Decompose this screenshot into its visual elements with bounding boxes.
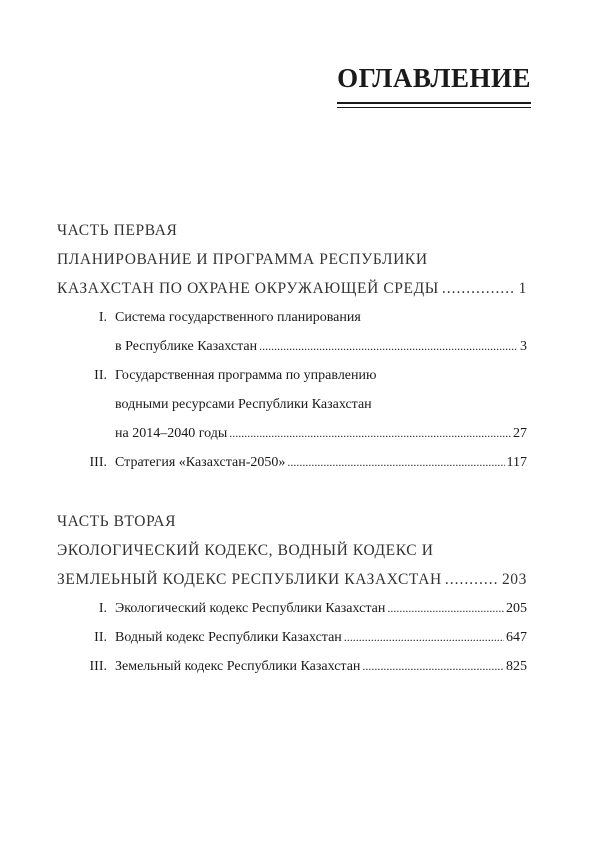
part-heading-line[interactable] [57,565,527,594]
entry-text: Система государственного планирования [115,310,361,325]
entry-number: III. [89,455,107,470]
page-title: ОГЛАВЛЕНИЕ [337,63,531,93]
dot-leader [445,565,499,594]
dot-leader [259,332,518,361]
title-underline [337,102,531,104]
part-heading-text: ЗЕМЛЕЬНЫЙ КОДЕКС РЕСПУБЛИКИ КАЗАХСТАН [57,571,442,588]
dot-leader [229,419,511,448]
entry-text: Водный кодекс Республики Казахстан [115,630,342,645]
entry-page-number: 205 [506,601,527,616]
entry-text: Земельный кодекс Республики Казахстан [115,659,361,674]
part-page-number: 1 [518,280,527,297]
toc-entry[interactable] [57,303,527,361]
entry-text: Стратегия «Казахстан-2050» [115,455,286,470]
entry-number: I. [98,601,107,616]
toc-entry[interactable] [57,623,527,652]
entry-page-number: 3 [520,339,527,354]
dot-leader [442,274,516,303]
toc-part-1 [57,216,527,477]
toc-part-2 [57,507,527,681]
part-heading-line: ПЛАНИРОВАНИЕ И ПРОГРАММА РЕСПУБЛИКИ [57,251,428,268]
dot-leader [387,594,504,623]
entry-number: II. [94,630,107,645]
part-heading-line: ЭКОЛОГИЧЕСКИЙ КОДЕКС, ВОДНЫЙ КОДЕКС И [57,542,434,559]
part-heading-text: КАЗАХСТАН ПО ОХРАНЕ ОКРУЖАЮЩЕЙ СРЕДЫ [57,280,439,297]
entry-number: I. [98,310,107,325]
title-block [337,60,531,108]
dot-leader [344,623,504,652]
entry-text: в Республике Казахстан [115,339,258,354]
entry-page-number: 825 [506,659,527,674]
entry-text: Государственная программа по управлению [115,368,377,383]
dot-leader [287,448,504,477]
toc-entry[interactable] [57,361,527,448]
part-label: ЧАСТЬ ПЕРВАЯ [57,222,178,239]
title-underline-thin [337,107,531,108]
part-label: ЧАСТЬ ВТОРАЯ [57,513,177,530]
entry-page-number: 27 [513,426,527,441]
entry-number: II. [94,368,107,383]
entry-text: водными ресурсами Республики Казахстан [115,397,372,412]
toc-entry[interactable] [57,594,527,623]
part-page-number: 203 [501,571,527,588]
toc-entry[interactable] [57,448,527,477]
toc-entry[interactable] [57,652,527,681]
entry-page-number: 117 [506,455,527,470]
entry-number: III. [89,659,107,674]
entry-text: Экологический кодекс Республики Казахстан [115,601,386,616]
entry-text: на 2014–2040 годы [115,426,228,441]
dot-leader [362,652,504,681]
entry-page-number: 647 [506,630,527,645]
part-heading-line[interactable] [57,274,527,303]
